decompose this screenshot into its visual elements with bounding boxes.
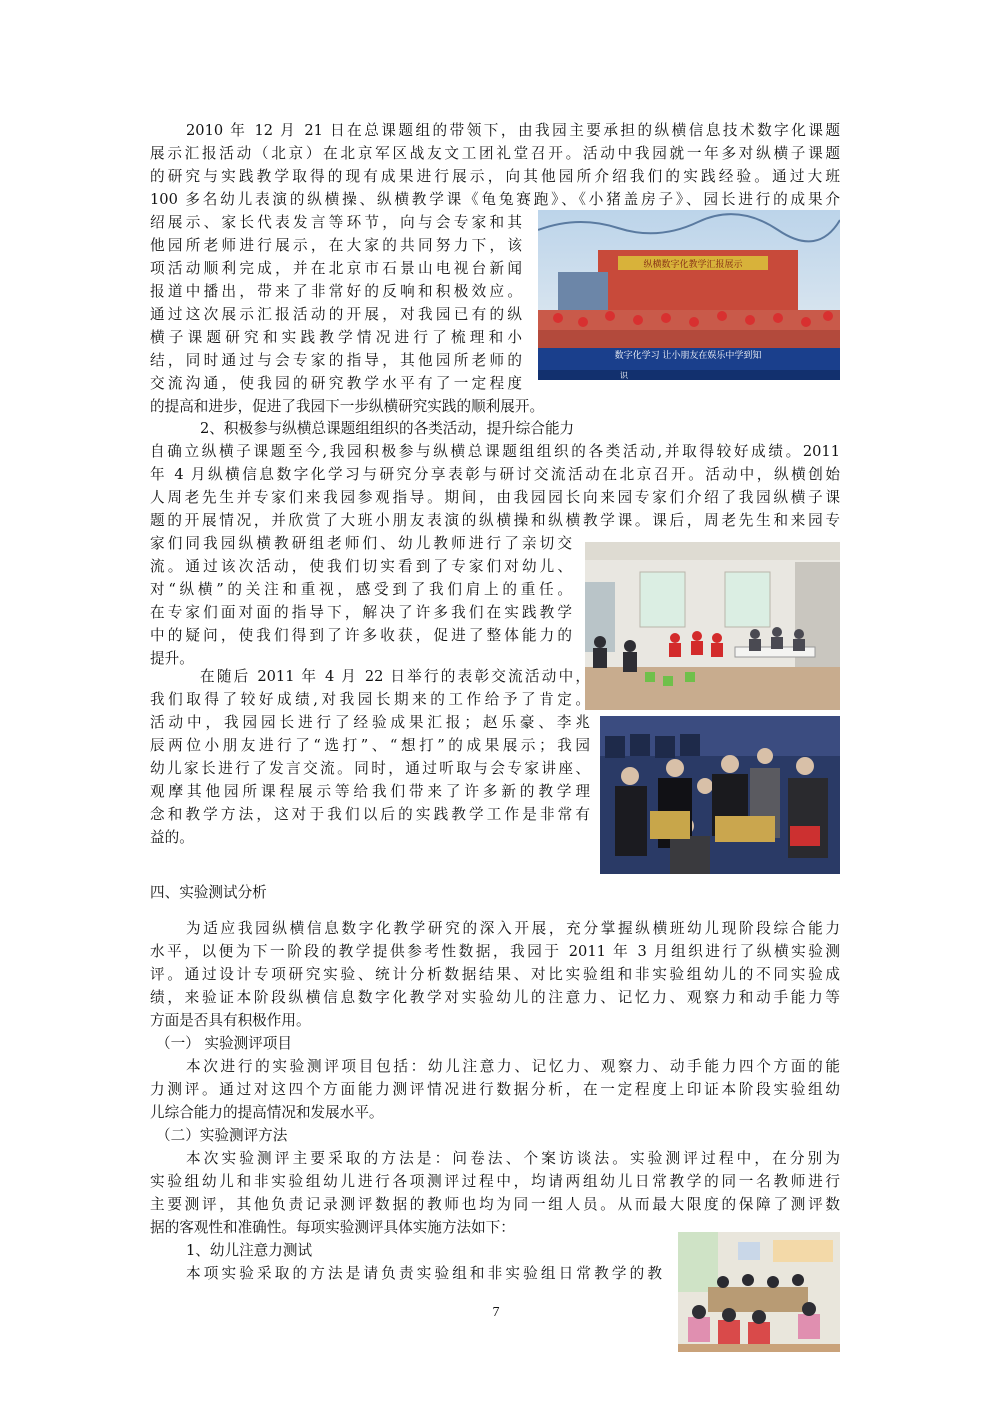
tv-screenshot-photo — [538, 210, 840, 380]
section-heading: 2、积极参与纵横总课题组组织的各类活动，提升综合能力 — [200, 420, 575, 437]
award-ceremony-photo — [600, 716, 840, 874]
tv-caption-line2: 识 — [620, 371, 628, 380]
classroom-photo — [678, 1232, 840, 1352]
text-line: 辰两位小朋友进行了“选打”、“想打”的成果展示；我园 — [150, 737, 590, 754]
text-line: 他园所老师进行展示，在大家的共同努力下，该 — [150, 237, 522, 254]
text-line: 家们同我园纵横教研组老师们、幼儿教师进行了亲切交 — [150, 535, 572, 552]
meeting-room-photo — [585, 542, 840, 710]
text-line: 交流沟通，使我园的研究教学水平有了一定程度 — [150, 375, 522, 392]
subsection-title: （二）实验测评方法 — [156, 1127, 288, 1144]
text-line: 自确立纵横子课题至今,我园积极参与纵横总课题组组织的各类活动,并取得较好成绩。2011 — [150, 443, 840, 460]
text-line: 活动中，我园园长进行了经验成果汇报；赵乐豪、李兆 — [150, 714, 590, 731]
text-line: 人周老先生并专家们来我园参观指导。期间，由我园园长向来园专家们介绍了我园纵横子课 — [150, 489, 840, 506]
text-line: 本项实验采取的方法是请负责实验组和非实验组日常教学的教 — [186, 1265, 662, 1282]
text-line: 绩，来验证本阶段纵横信息数字化教学对实验幼儿的注意力、记忆力、观察力和动手能力等 — [150, 989, 840, 1006]
text-line: 据的客观性和准确性。每项实验测评具体实施方法如下： — [150, 1219, 515, 1236]
subsection-title: 1、幼儿注意力测试 — [186, 1242, 313, 1259]
text-line: 展示汇报活动（北京）在北京军区战友文工团礼堂召开。活动中我园就一年多对纵横子课题 — [150, 145, 840, 162]
section-title: 四、实验测试分析 — [150, 884, 267, 901]
text-line: 年 4 月纵横信息数字化学习与研究分享表彰与研讨交流活动在北京召开。活动中，纵横创始 — [150, 466, 840, 483]
text-line: 中的疑问，使我们得到了许多收获，促进了整体能力的 — [150, 627, 572, 644]
text-line: 2010 年 12 月 21 日在总课题组的带领下，由我园主要承担的纵横信息技术数字化课题 — [186, 122, 840, 139]
text-line: 通过这次展示汇报活动的开展，对我园已有的纵 — [150, 306, 522, 323]
text-line: 在随后 2011 年 4 月 22 日举行的表彰交流活动中， — [200, 668, 590, 685]
text-line: 幼儿家长进行了发言交流。同时，通过听取与会专家讲座、 — [150, 760, 590, 777]
banner-text: 纵横数字化教学汇报展示 — [643, 260, 743, 270]
text-line: 题的开展情况，并欣赏了大班小朋友表演的纵横操和纵横教学课。课后，周老先生和来园专 — [150, 512, 840, 529]
text-line: 水平，以便为下一阶段的教学提供参考性数据，我园于 2011 年 3 月组织进行了纵横实验测 — [150, 943, 840, 960]
page-number: 7 — [492, 1305, 500, 1320]
text-line: 绍展示、家长代表发言等环节，向与会专家和其 — [150, 214, 522, 231]
text-line: 对“纵横”的关注和重视，感受到了我们肩上的重任。 — [150, 581, 572, 598]
text-line: 结，同时通过与会专家的指导，其他园所老师的 — [150, 352, 522, 369]
text-line: 念和教学方法，这对于我们以后的实践教学工作是非常有 — [150, 806, 590, 823]
text-line: 100 多名幼儿表演的纵横操、纵横教学课《龟兔赛跑》、《小猪盖房子》、园长进行的成果介 — [150, 191, 840, 208]
text-line: 益的。 — [150, 829, 194, 846]
text-line: 主要测评，其他负责记录测评数据的教师也均为同一组人员。从而最大限度的保障了测评数 — [150, 1196, 840, 1213]
text-line: 横子课题研究和实践教学情况进行了梳理和小 — [150, 329, 522, 346]
text-line: 实验组幼儿和非实验组幼儿进行各项测评过程中，均请两组幼儿日常教学的同一名教师进行 — [150, 1173, 840, 1190]
text-line: 在专家们面对面的指导下，解决了许多我们在实践教学 — [150, 604, 572, 621]
subsection-title: （一） 实验测评项目 — [156, 1035, 292, 1052]
text-line: 项活动顺利完成，并在北京市石景山电视台新闻 — [150, 260, 522, 277]
text-line: 提升。 — [150, 650, 194, 667]
text-line: 的提高和进步，促进了我园下一步纵横研究实践的顺利展开。 — [150, 398, 545, 415]
text-line: 本次实验测评主要采取的方法是：问卷法、个案访谈法。实验测评过程中，在分别为 — [186, 1150, 840, 1167]
text-line: 报道中播出，带来了非常好的反响和积极效应。 — [150, 283, 522, 300]
text-line: 力测评。通过对这四个方面能力测评情况进行数据分析，在一定程度上印证本阶段实验组幼 — [150, 1081, 840, 1098]
text-line: 方面是否具有积极作用。 — [150, 1012, 311, 1029]
text-line: 我们取得了较好成绩,对我园长期来的工作给予了肯定。 — [150, 691, 590, 708]
tv-caption-line1: 数字化学习 让小朋友在娱乐中学到知 — [614, 351, 762, 361]
text-line: 儿综合能力的提高情况和发展水平。 — [150, 1104, 384, 1121]
text-line: 为适应我园纵横信息数字化教学研究的深入开展，充分掌握纵横班幼儿现阶段综合能力 — [186, 920, 840, 937]
text-line: 的研究与实践教学取得的现有成果进行展示，向其他园所介绍我们的实践经验。通过大班 — [150, 168, 840, 185]
text-line: 流。通过该次活动，使我们切实看到了专家们对幼儿、 — [150, 558, 572, 575]
text-line: 评。通过设计专项研究实验、统计分析数据结果、对比实验组和非实验组幼儿的不同实验成 — [150, 966, 840, 983]
text-line: 本次进行的实验测评项目包括：幼儿注意力、记忆力、观察力、动手能力四个方面的能 — [186, 1058, 840, 1075]
text-line: 观摩其他园所课程展示等给我们带来了许多新的教学理 — [150, 783, 590, 800]
